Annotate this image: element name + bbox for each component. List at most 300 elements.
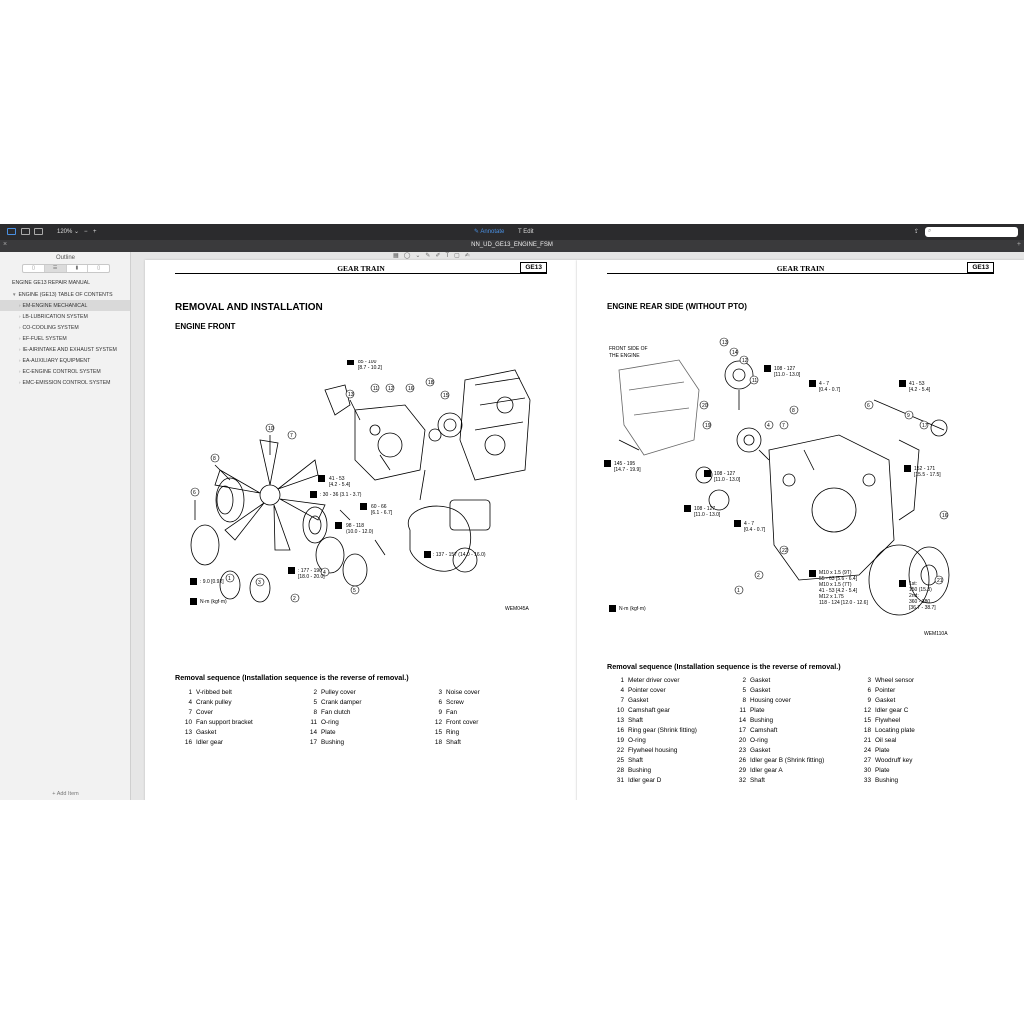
zoom-level[interactable]: 120% (57, 229, 73, 235)
torque-label: 55 - 63 [5.6 - 6.4] (819, 576, 858, 582)
part-number: 32 (738, 777, 746, 784)
diagram-note: THE ENGINE (609, 353, 640, 359)
svg-text:17: 17 (922, 423, 928, 429)
part-number: 10 (184, 719, 192, 726)
outline-item-label: LB-LUBRICATION SYSTEM (22, 314, 88, 320)
part-name: Plate (875, 747, 890, 754)
svg-text:14: 14 (732, 350, 738, 356)
svg-text:10: 10 (268, 426, 274, 432)
part-item (729, 776, 854, 786)
part-number: 4 (620, 687, 624, 694)
part-name: Idler gear D (628, 777, 662, 784)
subsection-title: ENGINE FRONT (175, 322, 236, 331)
diagram-note: FRONT SIDE OF (609, 346, 648, 352)
part-number: 16 (184, 739, 192, 746)
torque-label: 145 - 195 (614, 461, 636, 467)
document-area[interactable] (131, 252, 1024, 800)
torque-label: 98 - 118 (346, 523, 364, 529)
torque-label: 360 - 380 (909, 599, 931, 605)
part-item (607, 726, 729, 736)
section-title: REMOVAL AND INSTALLATION (175, 302, 323, 313)
torque-label: 150 (15.3) (909, 587, 932, 593)
part-name: Shaft (628, 757, 643, 764)
unit-label: N·m (kgf·m) (200, 599, 227, 605)
outline-item-label: EC-ENGINE CONTROL SYSTEM (22, 369, 101, 375)
torque-label: 118 - 124 [12.0 - 12.6] (819, 600, 868, 606)
pen-icon: ✎ (474, 229, 480, 235)
part-number: 16 (616, 727, 624, 734)
svg-text:7: 7 (290, 433, 293, 439)
part-name: O-ring (628, 737, 646, 744)
part-name: O-ring (750, 737, 768, 744)
svg-text:1: 1 (737, 588, 740, 594)
part-name: Noise cover (446, 689, 480, 696)
torque-label: [8.7 - 10.2] (358, 365, 382, 371)
torque-label: M12 x 1.75 (819, 594, 844, 600)
part-item (729, 706, 854, 716)
part-name: Pointer (875, 687, 896, 694)
torque-label: M10 x 1.5 (9T) (819, 570, 852, 576)
part-item (300, 728, 425, 738)
part-name: Bushing (628, 767, 652, 774)
part-number: 8 (313, 709, 317, 716)
text-tool-icon[interactable]: T (445, 253, 455, 259)
part-name: Bushing (321, 739, 345, 746)
part-number: 11 (310, 719, 317, 726)
part-name: Pointer cover (628, 687, 666, 694)
torque-label: [18.0 - 20.0] (298, 574, 325, 580)
outline-item[interactable] (0, 344, 130, 355)
tab-outline[interactable]: ☰ (45, 265, 67, 272)
figure-id: WEM045A (505, 606, 529, 612)
sidebar-view-tabs (22, 264, 110, 273)
svg-text:5: 5 (353, 588, 356, 594)
part-name: Flywheel housing (628, 747, 678, 754)
parts-list (175, 688, 550, 748)
svg-text:11: 11 (373, 386, 379, 392)
torque-label: : 30 - 36 (3.1 - 3.7) (320, 492, 362, 498)
part-name: O-ring (321, 719, 339, 726)
torque-label: 41 - 53 (909, 381, 925, 387)
pdf-page-right (577, 260, 1024, 800)
part-number: 6 (867, 687, 871, 694)
part-item (854, 696, 979, 706)
part-item (425, 718, 550, 728)
part-name: Pulley cover (321, 689, 356, 696)
torque-label: 41 - 53 (329, 476, 345, 482)
part-name: Idler gear C (875, 707, 909, 714)
page-header (607, 264, 994, 274)
disclosure-triangle-icon[interactable]: › (19, 325, 21, 330)
part-item (300, 708, 425, 718)
part-number: 30 (863, 767, 871, 774)
part-number: 25 (616, 757, 624, 764)
outline-item-label: EMC-EMISSION CONTROL SYSTEM (22, 380, 111, 386)
torque-label: 108 - 127 (714, 471, 736, 477)
svg-text:13: 13 (348, 392, 354, 398)
part-item (854, 746, 979, 756)
document-tab-title[interactable]: NN_UD_GE13_ENGINE_FSM (471, 242, 553, 248)
close-tab-icon[interactable]: × (3, 241, 8, 248)
part-name: Shaft (750, 777, 765, 784)
svg-text:4: 4 (767, 423, 770, 429)
part-item (729, 766, 854, 776)
svg-text:16: 16 (408, 386, 414, 392)
part-name: Gasket (750, 687, 771, 694)
part-name: Ring (446, 729, 460, 736)
outline-item[interactable] (0, 333, 130, 344)
disclosure-triangle-icon[interactable]: ▼ (12, 292, 17, 297)
shape-tool-icon[interactable]: ◯ (403, 253, 416, 259)
page-header (175, 264, 547, 274)
part-number: 13 (616, 717, 624, 724)
annotate-button[interactable] (474, 227, 504, 237)
part-number: 1 (188, 689, 192, 696)
part-item (729, 696, 854, 706)
svg-text:7: 7 (782, 423, 785, 429)
outline-item-label: ENGINE GE13 REPAIR MANUAL (12, 280, 91, 286)
part-item (300, 698, 425, 708)
part-name: Housing cover (750, 697, 791, 704)
select-tool-icon[interactable]: ▦ (393, 253, 404, 259)
outline-item[interactable] (0, 377, 130, 388)
toolbar (0, 224, 1024, 240)
part-item (607, 756, 729, 766)
part-item (607, 746, 729, 756)
part-name: Oil seal (875, 737, 897, 744)
outline-item[interactable] (0, 278, 130, 289)
part-name: Gasket (750, 747, 771, 754)
part-number: 9 (867, 697, 871, 704)
part-number: 12 (863, 707, 871, 714)
part-name: Idler gear B (Shrink fitting) (750, 757, 825, 764)
outline-item-label: EA-AUXILIARY EQUIPMENT (22, 358, 91, 364)
tab-thumbnails[interactable]: ▯ (23, 265, 45, 272)
part-item (729, 756, 854, 766)
svg-text:19: 19 (705, 423, 711, 429)
part-number: 23 (738, 747, 746, 754)
torque-label: (10.0 - 12.0) (346, 529, 374, 535)
part-number: 22 (616, 747, 624, 754)
part-name: Idler gear A (750, 767, 783, 774)
part-name: Bushing (750, 717, 774, 724)
part-name: Woodruff key (875, 757, 913, 764)
share-icon[interactable]: ⇪ (914, 229, 920, 235)
part-number: 15 (434, 729, 442, 736)
svg-text:16: 16 (942, 513, 948, 519)
disclosure-triangle-icon[interactable]: › (19, 314, 21, 319)
part-name: Fan (446, 709, 458, 716)
part-name: Locating plate (875, 727, 915, 734)
part-number: 2 (313, 689, 317, 696)
part-item (854, 756, 979, 766)
part-item (854, 736, 979, 746)
engine-rear-exploded-diagram (599, 330, 979, 650)
svg-text:18: 18 (428, 380, 434, 386)
part-item (729, 736, 854, 746)
part-item (425, 738, 550, 748)
part-name: Screw (446, 699, 464, 706)
part-item (854, 726, 979, 736)
part-number: 26 (738, 757, 746, 764)
part-number: 13 (184, 729, 192, 736)
svg-text:12: 12 (388, 386, 394, 392)
part-item (854, 776, 979, 786)
part-item (729, 746, 854, 756)
tab-bookmarks[interactable]: ▮ (67, 265, 89, 272)
svg-text:21: 21 (937, 578, 943, 584)
svg-text:3: 3 (258, 580, 261, 586)
zoom-dropdown-icon[interactable]: ⌄ (74, 229, 80, 235)
part-number: 28 (616, 767, 624, 774)
part-number: 3 (438, 689, 442, 696)
outline-title: Outline (55, 255, 75, 261)
part-item (854, 716, 979, 726)
part-name: Shaft (628, 717, 643, 724)
part-item (607, 706, 729, 716)
disclosure-triangle-icon[interactable]: › (19, 303, 21, 308)
torque-label: M10 x 1.5 (7T) (819, 582, 852, 588)
stamp-tool-icon[interactable]: ▢ (454, 253, 465, 259)
outline-item-selected[interactable] (0, 300, 130, 311)
disclosure-triangle-icon[interactable]: › (19, 358, 21, 363)
part-name: Camshaft gear (628, 707, 670, 714)
part-number: 17 (738, 727, 746, 734)
svg-text:13: 13 (722, 340, 728, 346)
svg-text:8: 8 (213, 456, 216, 462)
part-number: 2 (742, 677, 746, 684)
part-number: 19 (616, 737, 624, 744)
thumbnail-view-icon[interactable] (21, 227, 30, 237)
part-number: 27 (863, 757, 871, 764)
part-name: Crank pulley (196, 699, 232, 706)
part-item (425, 698, 550, 708)
engine-front-exploded-diagram (175, 360, 535, 660)
torque-label: [6.1 - 6.7] (371, 510, 393, 516)
removal-sequence-title: Removal sequence (Installation sequence is the reverse of removal.) (607, 662, 841, 671)
torque-label: [0.4 - 0.7] (819, 387, 841, 393)
part-name: Shaft (446, 739, 461, 746)
part-item (425, 728, 550, 738)
pdf-page-left (145, 260, 577, 800)
tab-bar (0, 240, 1024, 252)
part-item (175, 728, 300, 738)
section-badge: GE13 (520, 262, 547, 273)
part-item (729, 726, 854, 736)
part-number: 7 (620, 697, 624, 704)
part-number: 6 (438, 699, 442, 706)
zoom-in-button[interactable]: + (93, 229, 97, 235)
annotation-tools (393, 252, 475, 260)
part-number: 8 (742, 697, 746, 704)
unit-label: N·m (kgf·m) (619, 606, 646, 612)
svg-text:20: 20 (702, 403, 708, 409)
svg-text:4: 4 (323, 570, 326, 576)
part-item (854, 766, 979, 776)
torque-label: 41 - 53 [4.2 - 5.4] (819, 588, 858, 594)
torque-label: 85 - 100 (358, 360, 377, 365)
page-view-icon[interactable] (34, 227, 43, 237)
part-item (729, 716, 854, 726)
part-item (607, 686, 729, 696)
part-item (607, 736, 729, 746)
part-number: 33 (863, 777, 871, 784)
svg-text:9: 9 (907, 413, 910, 419)
outline-sidebar (0, 252, 131, 800)
part-number: 7 (188, 709, 192, 716)
outline-item[interactable] (0, 322, 130, 333)
torque-label: 4 - 7 (819, 381, 830, 387)
part-name: Gasket (750, 677, 771, 684)
text-edit-icon: T (518, 229, 522, 235)
outline-list (0, 278, 130, 388)
part-name: Idler gear (196, 739, 223, 746)
part-name: Flywheel (875, 717, 901, 724)
part-name: Crank damper (321, 699, 362, 706)
part-number: 14 (309, 729, 317, 736)
part-number: 11 (739, 707, 746, 714)
part-item (300, 688, 425, 698)
part-item (300, 738, 425, 748)
part-item (425, 708, 550, 718)
removal-sequence-title: Removal sequence (Installation sequence is the reverse of removal.) (175, 673, 409, 682)
outline-item[interactable] (0, 311, 130, 322)
svg-text:8: 8 (792, 408, 795, 414)
part-name: Gasket (628, 697, 649, 704)
part-item (729, 686, 854, 696)
zoom-out-button[interactable]: − (84, 229, 88, 235)
torque-label: : 177 - 196 (298, 568, 322, 574)
part-item (175, 718, 300, 728)
part-number: 4 (188, 699, 192, 706)
svg-text:15: 15 (443, 393, 449, 399)
torque-label: [11.0 - 13.0] (714, 477, 741, 483)
sign-tool-icon[interactable]: ✍ (464, 253, 475, 259)
outline-item[interactable] (0, 355, 130, 366)
outline-item-label: ENGINE (GE13) TABLE OF CONTENTS (18, 292, 113, 298)
part-number: 3 (867, 677, 871, 684)
disclosure-triangle-icon[interactable]: › (19, 369, 21, 374)
disclosure-triangle-icon[interactable]: › (19, 336, 21, 341)
svg-text:12: 12 (742, 358, 748, 364)
part-name: Fan clutch (321, 709, 351, 716)
part-number: 10 (616, 707, 624, 714)
part-name: Plate (321, 729, 336, 736)
torque-label: [15.5 - 17.5] (914, 472, 941, 478)
edit-label: Edit (523, 229, 534, 235)
torque-label: 4 - 7 (744, 521, 755, 527)
add-item-button[interactable]: + Add Item (52, 791, 79, 797)
part-name: Ring gear (Shrink fitting) (628, 727, 697, 734)
figure-id: WEM110A (924, 631, 948, 637)
torque-label: 1st: (909, 581, 918, 587)
parts-list (607, 676, 979, 786)
svg-text:22: 22 (782, 548, 788, 554)
svg-text:11: 11 (752, 378, 758, 384)
svg-text:1: 1 (228, 576, 231, 582)
pen-tool-icon[interactable]: ✎ (425, 253, 436, 259)
svg-text:2: 2 (757, 573, 760, 579)
part-number: 15 (863, 717, 871, 724)
part-item (607, 766, 729, 776)
torque-label: [4.2 - 5.4] (909, 387, 931, 393)
part-number: 1 (620, 677, 624, 684)
svg-text:2: 2 (293, 596, 296, 602)
torque-label: [11.0 - 13.0] (694, 512, 721, 518)
part-number: 21 (863, 737, 871, 744)
svg-text:6: 6 (867, 403, 870, 409)
part-name: Cover (196, 709, 214, 716)
part-item (175, 738, 300, 748)
part-name: Plate (875, 767, 890, 774)
dropdown-icon[interactable]: ⌄ (415, 253, 426, 259)
part-number: 9 (438, 709, 442, 716)
part-item (175, 698, 300, 708)
tab-annotations[interactable]: ▯ (97, 265, 100, 271)
part-name: Gasket (196, 729, 217, 736)
highlight-tool-icon[interactable]: ✐ (435, 253, 446, 259)
part-name: Meter driver cover (628, 677, 680, 684)
torque-label: : 9.0 [0.92] (200, 579, 224, 585)
part-item (854, 686, 979, 696)
part-item (425, 688, 550, 698)
part-item (175, 708, 300, 718)
part-item (607, 716, 729, 726)
part-name: Front cover (446, 719, 479, 726)
part-number: 5 (742, 687, 746, 694)
search-icon: ⌕ (928, 228, 932, 234)
torque-label: 108 - 127 (774, 366, 796, 372)
part-item (729, 676, 854, 686)
part-item (175, 688, 300, 698)
edit-button[interactable] (518, 227, 534, 237)
part-name: V-ribbed belt (196, 689, 232, 696)
part-number: 18 (434, 739, 442, 746)
annotate-label: Annotate (480, 229, 505, 235)
page-header-title: GEAR TRAIN (337, 264, 385, 273)
torque-label: 60 - 66 (371, 504, 387, 510)
part-number: 31 (616, 777, 624, 784)
new-tab-icon[interactable]: + (1016, 241, 1021, 248)
part-name: Bushing (875, 777, 899, 784)
part-number: 5 (313, 699, 317, 706)
torque-label: 108 - 127 (694, 506, 716, 512)
outline-item-label: EM-ENGINE MECHANICAL (22, 303, 88, 309)
outline-item[interactable] (0, 289, 130, 300)
disclosure-triangle-icon[interactable]: › (19, 380, 21, 385)
page-header-title: GEAR TRAIN (776, 264, 825, 273)
part-name: Camshaft (750, 727, 778, 734)
search-input[interactable] (925, 227, 1018, 237)
svg-text:6: 6 (193, 490, 196, 496)
part-number: 29 (738, 767, 746, 774)
torque-label: [0.4 - 0.7] (744, 527, 766, 533)
torque-label: [36.7 - 38.7] (909, 605, 936, 611)
part-number: 20 (738, 737, 746, 744)
disclosure-triangle-icon[interactable]: › (19, 347, 21, 352)
section-title: ENGINE REAR SIDE (WITHOUT PTO) (607, 302, 747, 311)
outline-item-label: EF-FUEL SYSTEM (22, 336, 67, 342)
pdf-viewer-window (0, 224, 1024, 800)
sidebar-toggle-icon[interactable] (7, 227, 16, 237)
part-number: 17 (309, 739, 317, 746)
outline-item[interactable] (0, 366, 130, 377)
outline-item-label: IE-AIRINTAKE AND EXHAUST SYSTEM (22, 347, 117, 353)
part-item (607, 676, 729, 686)
torque-label: : 137 - 157 (14.0 - 16.0) (433, 552, 486, 558)
part-number: 24 (863, 747, 871, 754)
torque-label: 2nd: (909, 593, 919, 599)
